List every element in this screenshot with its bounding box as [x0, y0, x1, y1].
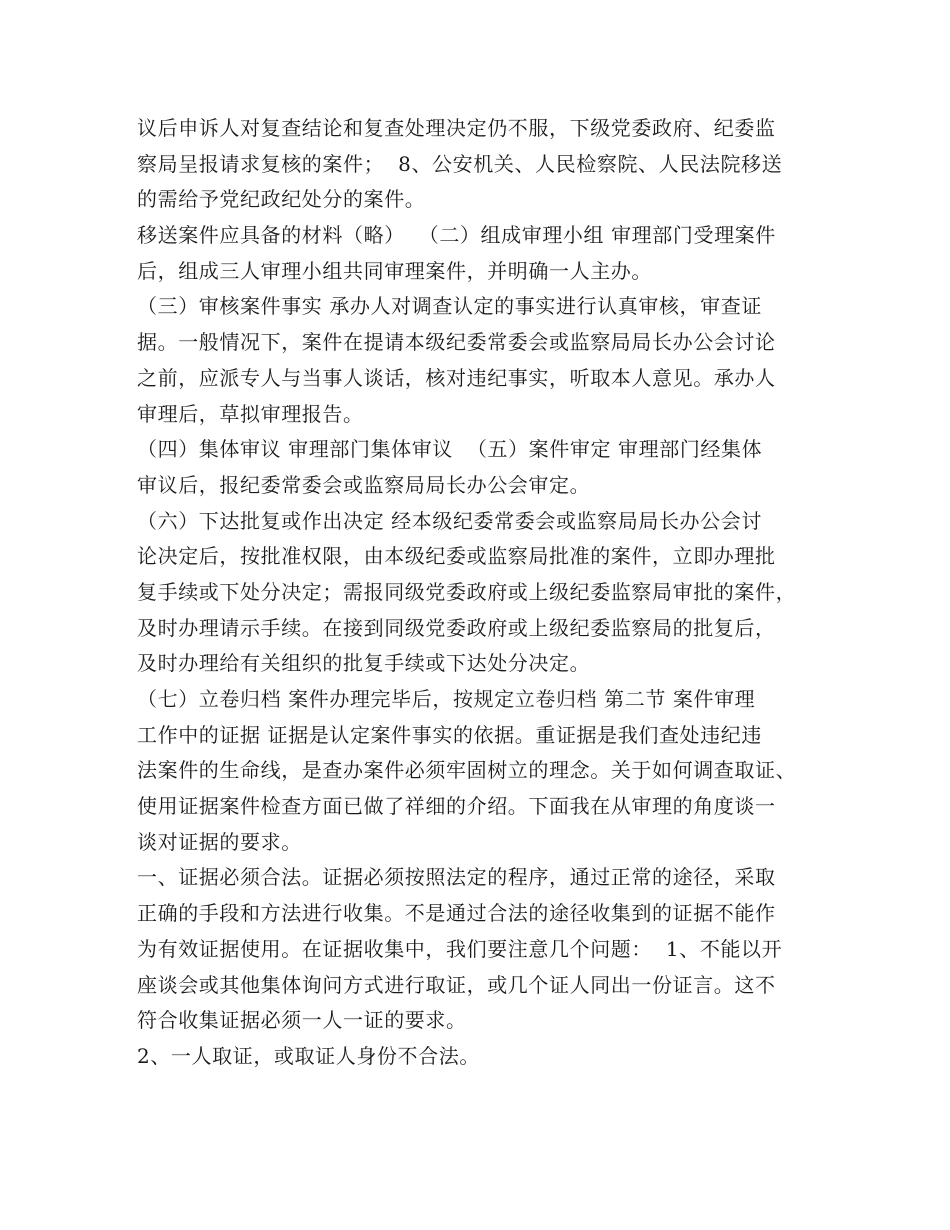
- text-line: 工作中的证据 证据是认定案件事实的依据。重证据是我们查处违纪违: [137, 722, 762, 747]
- text-line: 审理后，草拟审理报告。: [137, 401, 364, 426]
- text-line: 复手续或下处分决定；需报同级党委政府或上级纪委监察局审批的案件，: [137, 579, 797, 604]
- text-line: （七）立卷归档 案件办理完毕后，按规定立卷归档 第二节 案件审理: [137, 687, 756, 711]
- text-line: 的需给予党纪政纪处分的案件。: [137, 187, 426, 212]
- text-line: 及时办理请示手续。在接到同级党委政府或上级纪委监察局的批复后，: [137, 615, 776, 640]
- text-line: 为有效证据使用。在证据收集中，我们要注意几个问题： 1、不能以开: [137, 936, 783, 961]
- text-line: 符合收集证据必须一人一证的要求。: [137, 1008, 467, 1033]
- text-line: 议后申诉人对复查结论和复查处理决定仍不服，下级党委政府、纪委监: [137, 116, 776, 140]
- text-line: 论决定后，按批准权限，由本级纪委或监察局批准的案件，立即办理批: [137, 544, 776, 569]
- text-line: 移送案件应具备的材料（略） （二）组成审理小组 审理部门受理案件: [137, 223, 776, 248]
- text-line: 之前，应派专人与当事人谈话，核对违纪事实，听取本人意见。承办人: [137, 365, 776, 390]
- text-line: （六）下达批复或作出决定 经本级纪委常委会或监察局局长办公会讨: [137, 508, 762, 533]
- text-line: 察局呈报请求复核的案件； 8、公安机关、人民检察院、人民法院移送: [137, 151, 783, 176]
- text-line: 2、一人取证，或取证人身份不合法。: [137, 1043, 480, 1068]
- text-line: 一、证据必须合法。证据必须按照法定的程序，通过正常的途径，采取: [137, 865, 776, 890]
- text-line: 正确的手段和方法进行收集。不是通过合法的途径收集到的证据不能作: [137, 901, 776, 926]
- text-line: （四）集体审议 审理部门集体审议 （五）案件审定 审理部门经集体: [137, 437, 763, 462]
- text-line: （三）审核案件事实 承办人对调查认定的事实进行认真审核，审查证: [137, 294, 762, 319]
- text-line: 后，组成三人审理小组共同审理案件，并明确一人主办。: [137, 258, 652, 283]
- text-line: 据。一般情况下，案件在提请本级纪委常委会或监察局局长办公会讨论: [137, 330, 776, 355]
- text-line: 法案件的生命线，是查办案件必须牢固树立的理念。关于如何调查取证、: [137, 758, 797, 783]
- text-line: 及时办理给有关组织的批复手续或下达处分决定。: [137, 651, 591, 676]
- text-line: 使用证据案件检查方面已做了祥细的介绍。下面我在从审理的角度谈一: [137, 794, 776, 819]
- text-line: 审议后，报纪委常委会或监察局局长办公会审定。: [137, 472, 591, 497]
- text-line: 座谈会或其他集体询问方式进行取证，或几个证人同出一份证言。这不: [137, 972, 776, 997]
- document-body: [137, 111, 817, 1075]
- text-line: 谈对证据的要求。: [137, 829, 302, 854]
